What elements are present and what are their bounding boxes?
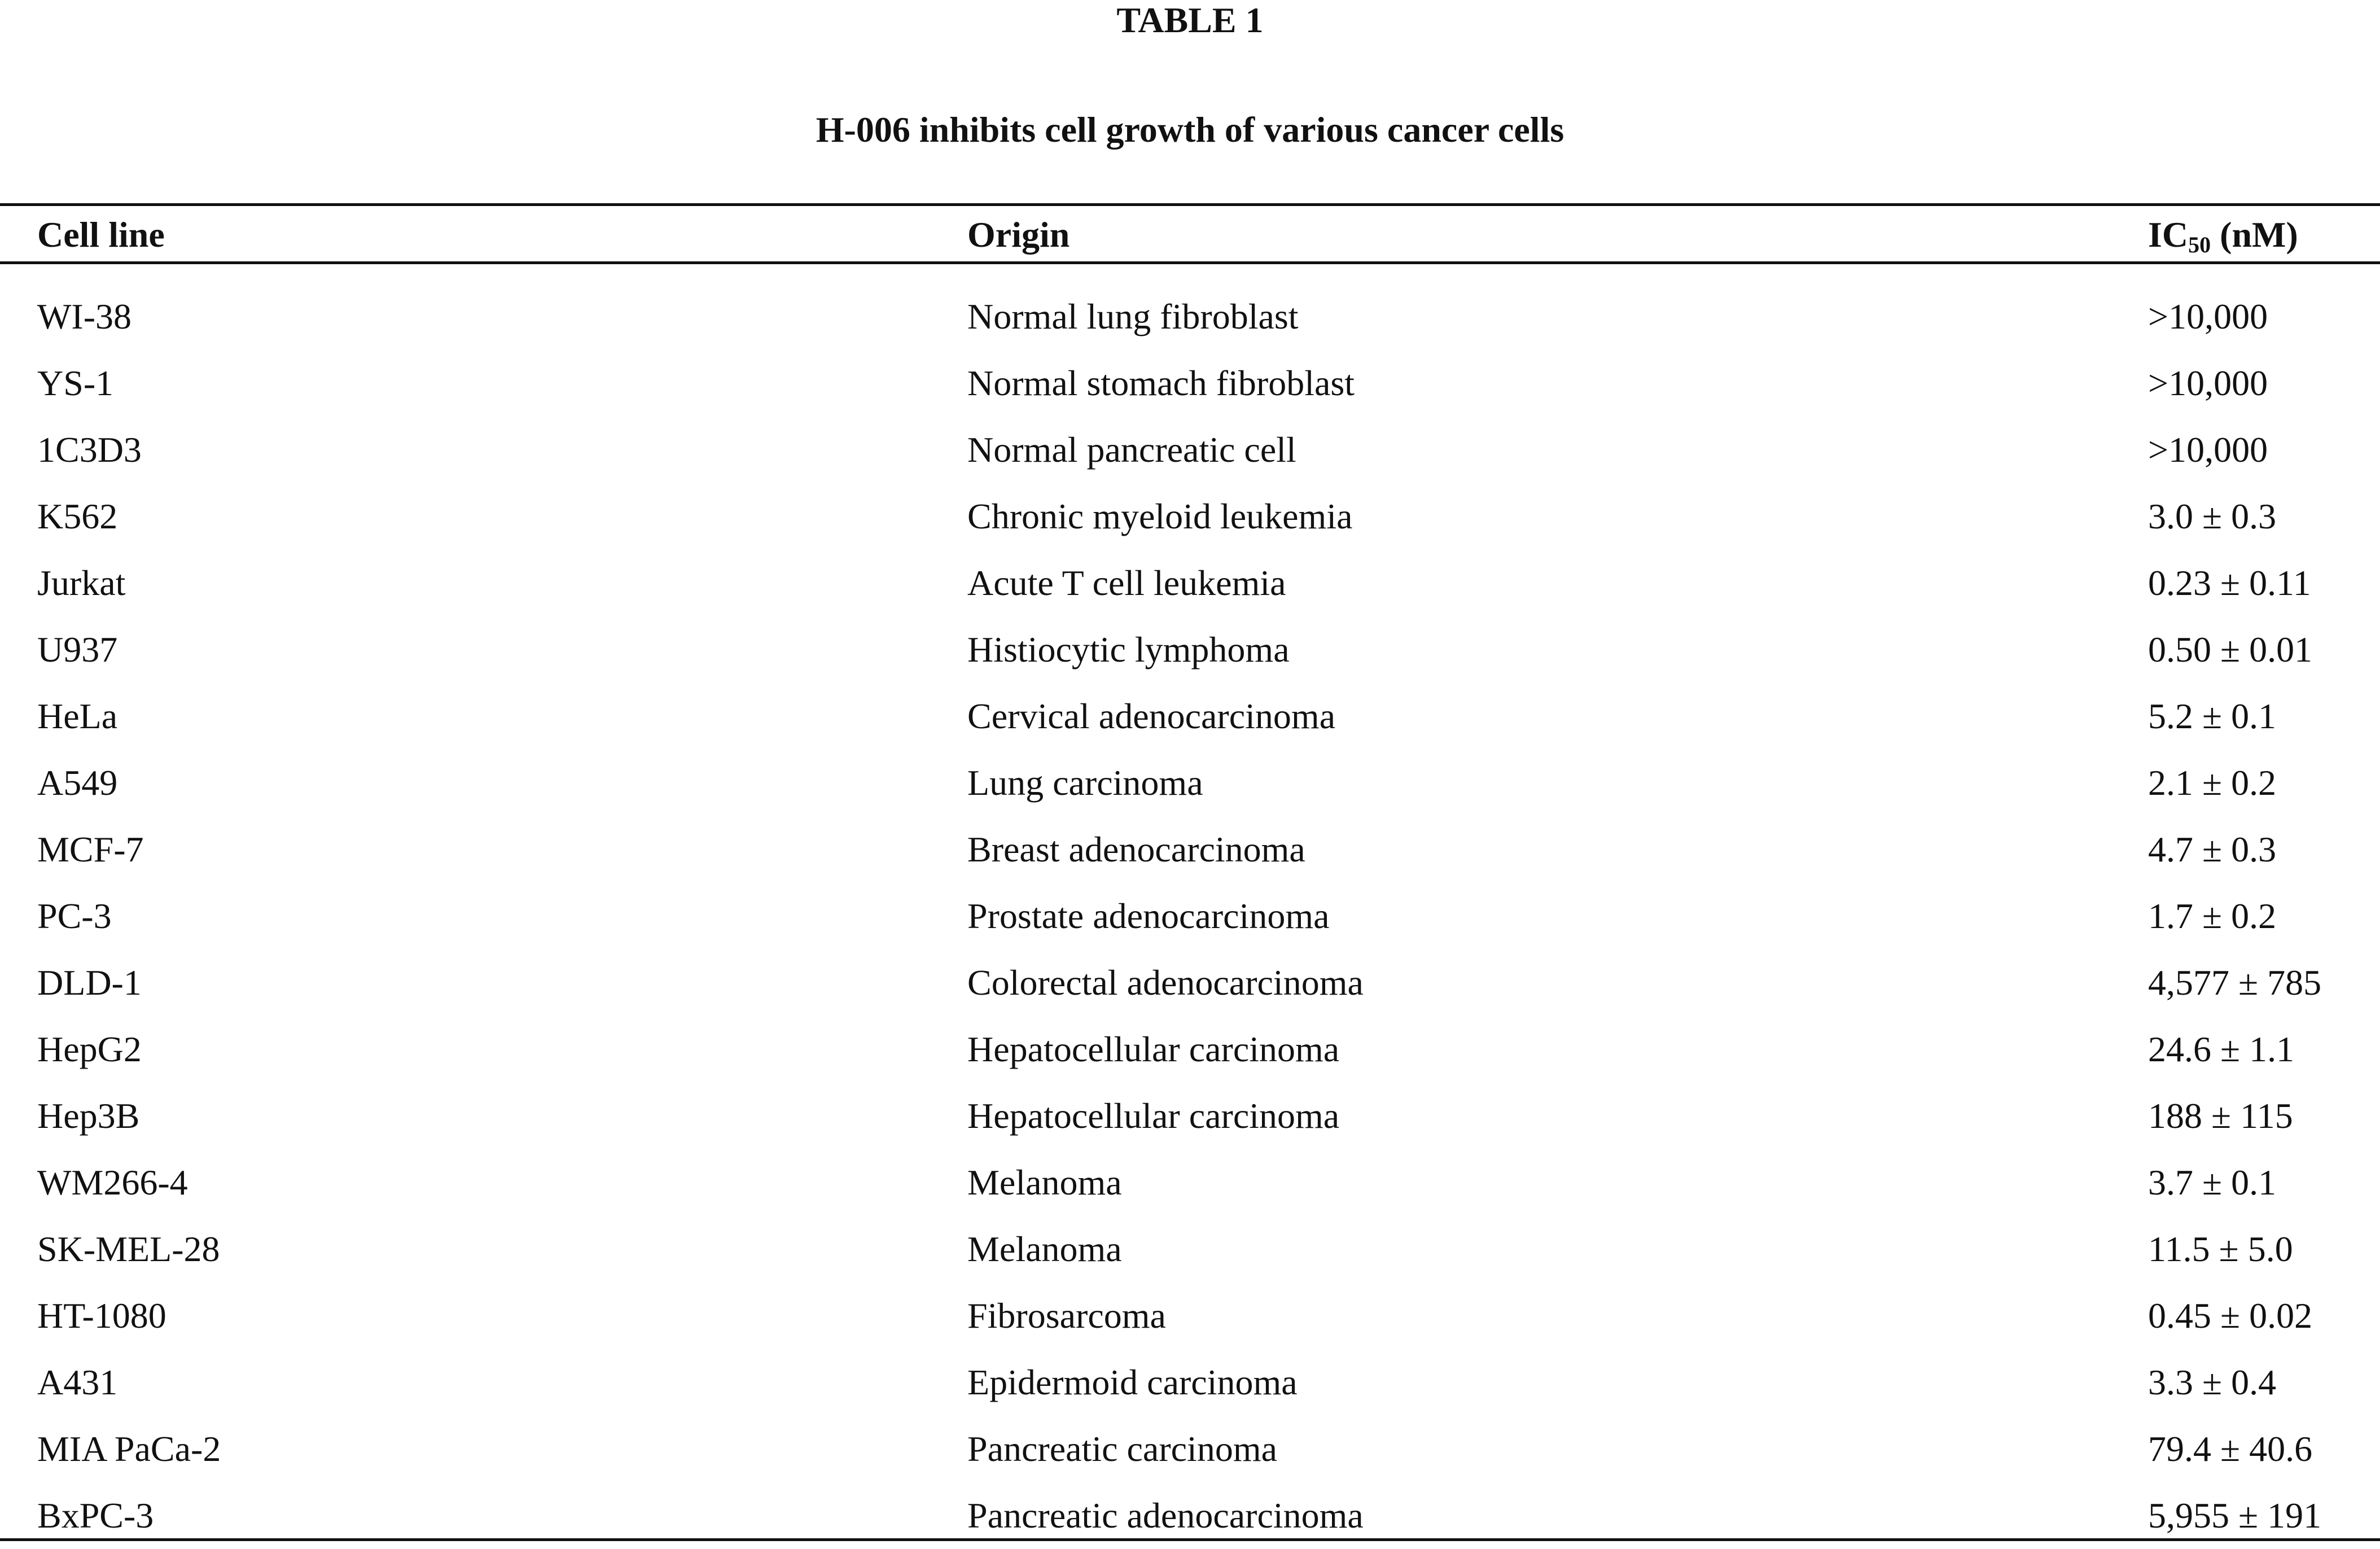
origin-value: Hepatocellular carcinoma — [967, 1096, 1340, 1136]
table-top-rule — [0, 203, 2380, 206]
cell-line-value: PC-3 — [37, 896, 112, 936]
table-row — [0, 1416, 2380, 1482]
header-ic50-subscript: 50 — [2188, 232, 2211, 257]
cell-line-value: A431 — [37, 1362, 118, 1402]
origin-value: Prostate adenocarcinoma — [967, 896, 1330, 936]
table-row — [0, 883, 2380, 949]
origin-value: Normal pancreatic cell — [967, 430, 1296, 470]
header-ic50-unit: (nM) — [2211, 215, 2298, 255]
header-ic50-prefix: IC — [2148, 215, 2189, 255]
origin-value: Fibrosarcoma — [967, 1296, 1166, 1336]
cell-line-value: MIA PaCa-2 — [37, 1429, 221, 1469]
table-row — [0, 1349, 2380, 1416]
cell-line-value: HeLa — [37, 696, 118, 736]
ic50-value: 3.7 ± 0.1 — [2148, 1162, 2277, 1202]
cell-line-value: BxPC-3 — [37, 1495, 154, 1535]
table-row — [0, 750, 2380, 816]
table-body — [0, 283, 2380, 1549]
cell-line-value: Jurkat — [37, 563, 126, 603]
header-cell-line: Cell line — [37, 215, 165, 255]
table-header-rule — [0, 261, 2380, 264]
cell-line-value: U937 — [37, 629, 118, 670]
table-row — [0, 1283, 2380, 1349]
ic50-value: 24.6 ± 1.1 — [2148, 1029, 2295, 1069]
cell-line-value: WM266-4 — [37, 1162, 188, 1202]
table-caption: H-006 inhibits cell growth of various cancer cells — [816, 110, 1564, 150]
table-row — [0, 550, 2380, 616]
table-row — [0, 1083, 2380, 1149]
cell-line-value: HT-1080 — [37, 1296, 166, 1336]
cell-line-value: MCF-7 — [37, 829, 144, 869]
cell-line-value: A549 — [37, 763, 118, 803]
ic50-value: 0.50 ± 0.01 — [2148, 629, 2313, 670]
origin-value: Pancreatic carcinoma — [967, 1429, 1277, 1469]
origin-value: Melanoma — [967, 1162, 1122, 1202]
cell-line-value: K562 — [37, 496, 118, 536]
table-row — [0, 949, 2380, 1016]
ic50-value: 4,577 ± 785 — [2148, 962, 2322, 1003]
table-row — [0, 350, 2380, 417]
origin-value: Normal lung fibroblast — [967, 296, 1299, 336]
table-row — [0, 417, 2380, 483]
cell-line-value: WI-38 — [37, 296, 132, 336]
table-row — [0, 483, 2380, 550]
ic50-value: 188 ± 115 — [2148, 1096, 2293, 1136]
cell-line-value: 1C3D3 — [37, 430, 142, 470]
origin-value: Colorectal adenocarcinoma — [967, 962, 1364, 1003]
ic50-value: 3.0 ± 0.3 — [2148, 496, 2277, 536]
cell-line-value: HepG2 — [37, 1029, 142, 1069]
ic50-value: >10,000 — [2148, 363, 2268, 403]
ic50-value: 5,955 ± 191 — [2148, 1495, 2322, 1535]
ic50-value: 0.45 ± 0.02 — [2148, 1296, 2313, 1336]
ic50-value: 79.4 ± 40.6 — [2148, 1429, 2313, 1469]
ic50-value: 5.2 ± 0.1 — [2148, 696, 2277, 736]
table-header-row — [0, 210, 2380, 260]
table-row — [0, 816, 2380, 883]
origin-value: Melanoma — [967, 1229, 1122, 1269]
origin-value: Epidermoid carcinoma — [967, 1362, 1298, 1402]
origin-value: Acute T cell leukemia — [967, 563, 1286, 603]
ic50-value: >10,000 — [2148, 296, 2268, 336]
ic50-value: 3.3 ± 0.4 — [2148, 1362, 2277, 1402]
cell-line-value: SK-MEL-28 — [37, 1229, 220, 1269]
header-origin: Origin — [967, 215, 1070, 255]
origin-value: Pancreatic adenocarcinoma — [967, 1495, 1364, 1535]
header-ic50 — [2148, 210, 2298, 260]
cell-line-value: Hep3B — [37, 1096, 140, 1136]
cell-line-value: YS-1 — [37, 363, 114, 403]
ic50-value: 2.1 ± 0.2 — [2148, 763, 2277, 803]
ic50-value: 0.23 ± 0.11 — [2148, 563, 2311, 603]
table-row — [0, 1016, 2380, 1083]
table-row — [0, 283, 2380, 350]
table-label: TABLE 1 — [1116, 0, 1264, 40]
ic50-value: 4.7 ± 0.3 — [2148, 829, 2277, 869]
ic50-value: 11.5 ± 5.0 — [2148, 1229, 2293, 1269]
origin-value: Chronic myeloid leukemia — [967, 496, 1353, 536]
table-row — [0, 1216, 2380, 1283]
table-row — [0, 616, 2380, 683]
cell-line-value: DLD-1 — [37, 962, 142, 1003]
origin-value: Lung carcinoma — [967, 763, 1203, 803]
origin-value: Breast adenocarcinoma — [967, 829, 1305, 869]
origin-value: Histiocytic lymphoma — [967, 629, 1290, 670]
table-row — [0, 1149, 2380, 1216]
origin-value: Hepatocellular carcinoma — [967, 1029, 1340, 1069]
ic50-value: >10,000 — [2148, 430, 2268, 470]
table-row — [0, 683, 2380, 750]
origin-value: Normal stomach fibroblast — [967, 363, 1355, 403]
ic50-value: 1.7 ± 0.2 — [2148, 896, 2277, 936]
origin-value: Cervical adenocarcinoma — [967, 696, 1336, 736]
table-bottom-rule — [0, 1538, 2380, 1541]
